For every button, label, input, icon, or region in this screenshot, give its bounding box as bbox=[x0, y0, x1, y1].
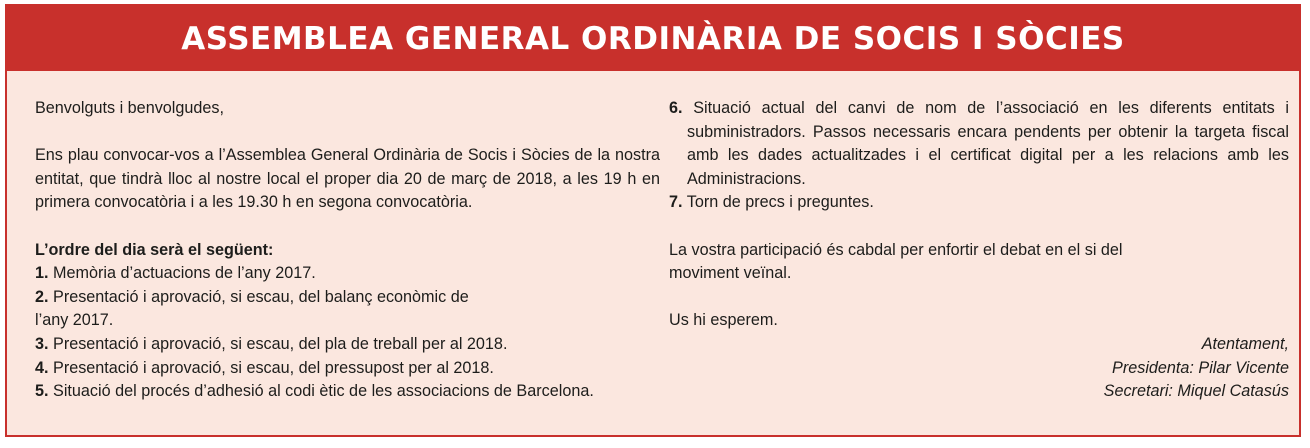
intro-paragraph: Ens plau convocar-vos a l’Assemblea General Ordinària de Socis i Sòcies de la nostra entitat, que tindrà lloc al nostre local el proper dia 20 de març de 2018, a les 19 h en primera convocatòria i a les 19.30 h en segona convocatòria. bbox=[35, 146, 660, 212]
agenda-item-continuation: l’any 2017. bbox=[35, 311, 114, 330]
greeting: Benvolguts i benvolgudes, bbox=[35, 99, 224, 117]
notice-header bbox=[7, 6, 1299, 71]
agenda-item: 4. Presentació i aprovació, si escau, del pressupost per al 2018. bbox=[35, 358, 494, 377]
agenda-item: 2. Presentació i aprovació, si escau, del balanç econòmic de bbox=[35, 287, 469, 306]
closing-line: Us hi esperem. bbox=[669, 311, 778, 330]
notice-title: ASSEMBLEA GENERAL ORDINÀRIA DE SOCIS I SÒCIES bbox=[181, 20, 1125, 57]
right-column bbox=[669, 97, 1289, 404]
signature-president: Presidenta: Pilar Vicente bbox=[1112, 358, 1289, 377]
participation-line-1: La vostra participació és cabdal per enfortir el debat en el si del bbox=[669, 240, 1123, 259]
left-column bbox=[35, 97, 660, 404]
assembly-notice-box bbox=[5, 4, 1301, 437]
agenda-item: 3. Presentació i aprovació, si escau, del pla de treball per al 2018. bbox=[35, 334, 508, 353]
agenda-item: 6. Situació actual del canvi de nom de l’associació en les diferents entitats i subministradors. Passos necessaris encara pendents per obtenir la targeta fiscal amb les dades actualitzades i el certificat digital per a les relacions amb les Administracions. bbox=[669, 99, 1289, 188]
agenda-item: 5. Situació del procés d’adhesió al codi ètic de les associacions de Barcelona. bbox=[35, 382, 594, 401]
participation-line-2: moviment veïnal. bbox=[669, 264, 792, 283]
agenda-heading: L’ordre del dia serà el següent: bbox=[35, 240, 274, 259]
signature-secretary: Secretari: Miquel Catasús bbox=[1103, 382, 1289, 401]
signature-salutation: Atentament, bbox=[1201, 334, 1289, 353]
agenda-item: 7. Torn de precs i preguntes. bbox=[669, 193, 874, 212]
agenda-item: 1. Memòria d’actuacions de l’any 2017. bbox=[35, 264, 316, 283]
